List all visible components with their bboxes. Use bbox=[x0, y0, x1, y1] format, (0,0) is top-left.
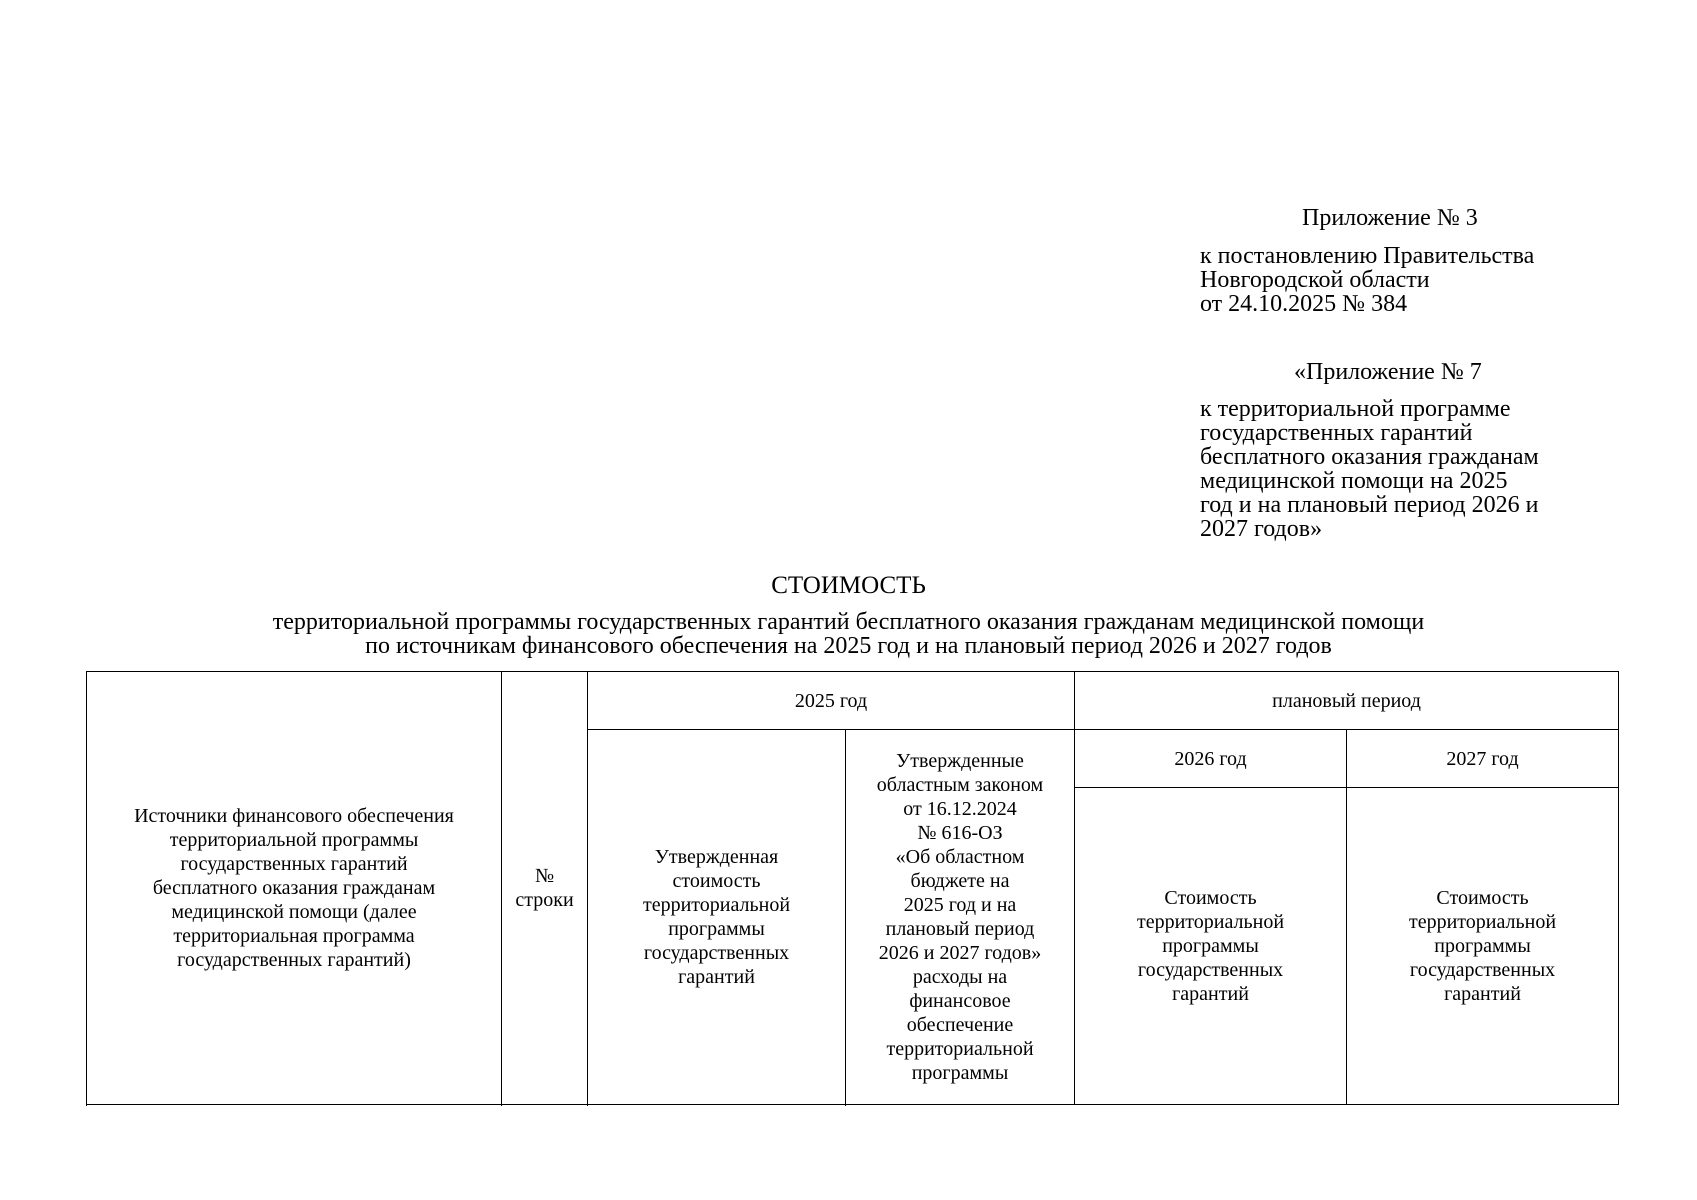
annex3-line: от 24.10.2025 № 384 bbox=[1200, 291, 1408, 317]
annex7-text bbox=[1200, 397, 1620, 541]
annex7-line: государственных гарантий bbox=[1200, 420, 1473, 446]
header-group-2025: 2025 год bbox=[588, 672, 1075, 730]
header-cost-2026: Стоимость территориальной программы государственных гарантий bbox=[1075, 788, 1347, 1105]
subtitle-line: территориальной программы государственных гарантий бесплатного оказания гражданам медицинской помощи bbox=[272, 609, 1425, 635]
header-year-2027: 2027 год bbox=[1347, 730, 1619, 788]
cost-table bbox=[86, 671, 1619, 1105]
annex3-text bbox=[1200, 244, 1620, 316]
annex7-line: 2027 годов» bbox=[1200, 516, 1323, 542]
annex7-line: к территориальной программе bbox=[1200, 396, 1511, 422]
annex3-line: Новгородской области bbox=[1200, 267, 1430, 293]
annex3-heading: Приложение № 3 bbox=[1302, 205, 1478, 231]
annex7-heading: «Приложение № 7 bbox=[1294, 359, 1482, 385]
header-approved-cost: Утвержденная стоимость территориальной программы государственных гарантий bbox=[588, 730, 846, 1105]
document-title: СТОИМОСТЬ bbox=[771, 572, 926, 599]
annex3-line: к постановлению Правительства bbox=[1200, 243, 1535, 269]
annex7-line: медицинской помощи на 2025 bbox=[1200, 468, 1508, 494]
annex7-line: бесплатного оказания гражданам bbox=[1200, 444, 1539, 470]
header-law-expenses: Утвержденные областным законом от 16.12.2024 № 616-ОЗ «Об областном бюджете на 2025 год и на плановый период 2026 и 2027 годов» расходы на финансовое обеспечение территориальной программы bbox=[846, 730, 1075, 1105]
subtitle-line: по источникам финансового обеспечения на 2025 год и на плановый период 2026 и 2027 годов bbox=[365, 633, 1332, 659]
header-row-number: № строки bbox=[502, 672, 588, 1105]
annex7-line: год и на плановый период 2026 и bbox=[1200, 492, 1539, 518]
header-group-planned: плановый период bbox=[1075, 672, 1619, 730]
document-subtitle bbox=[0, 610, 1697, 658]
header-year-2026: 2026 год bbox=[1075, 730, 1347, 788]
header-cost-2027: Стоимость территориальной программы государственных гарантий bbox=[1347, 788, 1619, 1105]
header-source: Источники финансового обеспечения территориальной программы государственных гарантий бесплатного оказания гражданам медицинской помощи (далее территориальная программа государственных гарантий) bbox=[87, 672, 502, 1105]
